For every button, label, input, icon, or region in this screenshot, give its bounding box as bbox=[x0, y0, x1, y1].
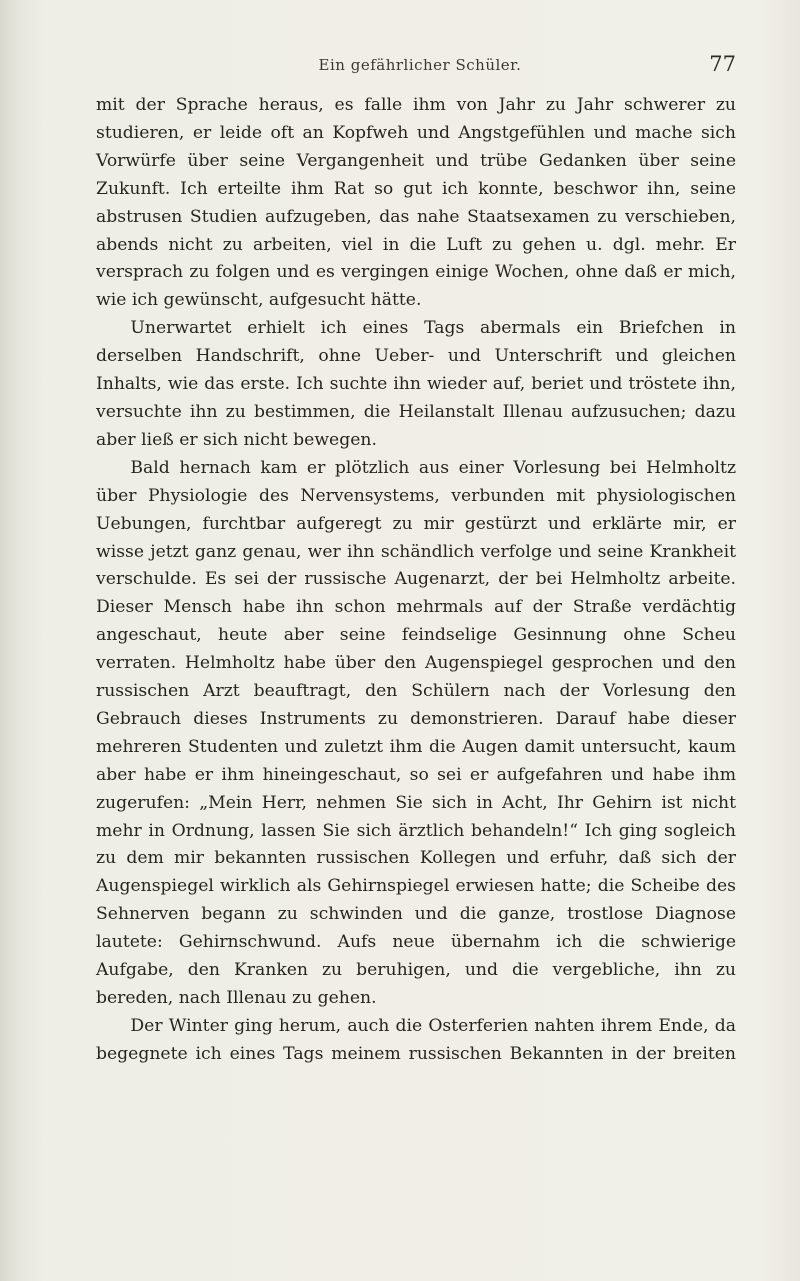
paragraph-1: mit der Sprache heraus, es falle ihm von Jahr zu Jahr schwerer zu studieren, er leide oft an Kopfweh und Angstgefühlen und mache sich Vorwürfe über seine Vergangenheit und trübe Gedanken über seine Zukunft. Ich erteilte ihm Rat so gut ich konnte, beschwor ihn, seine abstrusen Studien aufzugeben, das nahe Staatsexamen zu verschieben, abends nicht zu arbeiten, viel in die Luft zu gehen u. dgl. mehr. Er versprach zu folgen und es vergingen einige Wochen, ohne daß er mich, wie ich gewünscht, aufgesucht hätte. bbox=[96, 95, 736, 311]
paragraph-3: Bald hernach kam er plötzlich aus einer Vorlesung bei Helmholtz über Physiologie des Nervensystems, verbunden mit physiologischen Uebungen, furchtbar aufgeregt zu mir gestürzt und erklärte mir, er wisse jetzt ganz genau, wer ihn schändlich verfolge und seine Krankheit verschulde. Es sei der russische Augenarzt, der bei Helmholtz arbeite. Dieser Mensch habe ihn schon mehrmals auf der Straße verdächtig angeschaut, heute aber seine feindselige Gesinnung ohne Scheu verraten. Helmholtz habe über den Augenspiegel gesprochen und den russischen Arzt beauftragt, den Schülern nach der Vorlesung den Gebrauch dieses Instruments zu demonstrieren. Darauf habe dieser mehreren Studenten und zuletzt ihm die Augen damit untersucht, kaum aber habe er ihm hineingeschaut, so sei er aufgefahren und habe ihm zugerufen: „Mein Herr, nehmen Sie sich in Acht, Ihr Gehirn ist nicht mehr in Ordnung, lassen Sie sich ärztlich behandeln!“ Ich ging sogleich zu dem mir bekannten russischen Kollegen und erfuhr, daß sich der Augenspiegel wirklich als Gehirnspiegel erwiesen hatte; die Scheibe des Sehnerven begann zu schwinden und die ganze, trostlose Diagnose lautete: Gehirnschwund. Aufs neue übernahm ich die schwierige Aufgabe, den Kranken zu beruhigen, und die vergebliche, ihn zu bereden, nach Illenau zu gehen. bbox=[96, 457, 736, 1008]
body-text bbox=[96, 92, 736, 1069]
running-title: Ein gefährlicher Schüler. bbox=[318, 56, 522, 74]
paragraph-2: Unerwartet erhielt ich eines Tags abermals ein Briefchen in derselben Handschrift, ohne Ueber- und Unterschrift und gleichen Inhalts, wie das erste. Ich suchte ihn wieder auf, beriet und tröstete ihn, versuchte ihn zu bestimmen, die Heilanstalt Illenau aufzusuchen; dazu aber ließ er sich nicht bewegen. bbox=[96, 318, 736, 450]
page-header bbox=[0, 52, 800, 82]
paragraph-4: Der Winter ging herum, auch die Osterferien nahten ihrem Ende, da begegnete ich eines Tags meinem russischen Bekannten in der breiten bbox=[96, 1015, 736, 1064]
page-number: 77 bbox=[709, 52, 736, 76]
